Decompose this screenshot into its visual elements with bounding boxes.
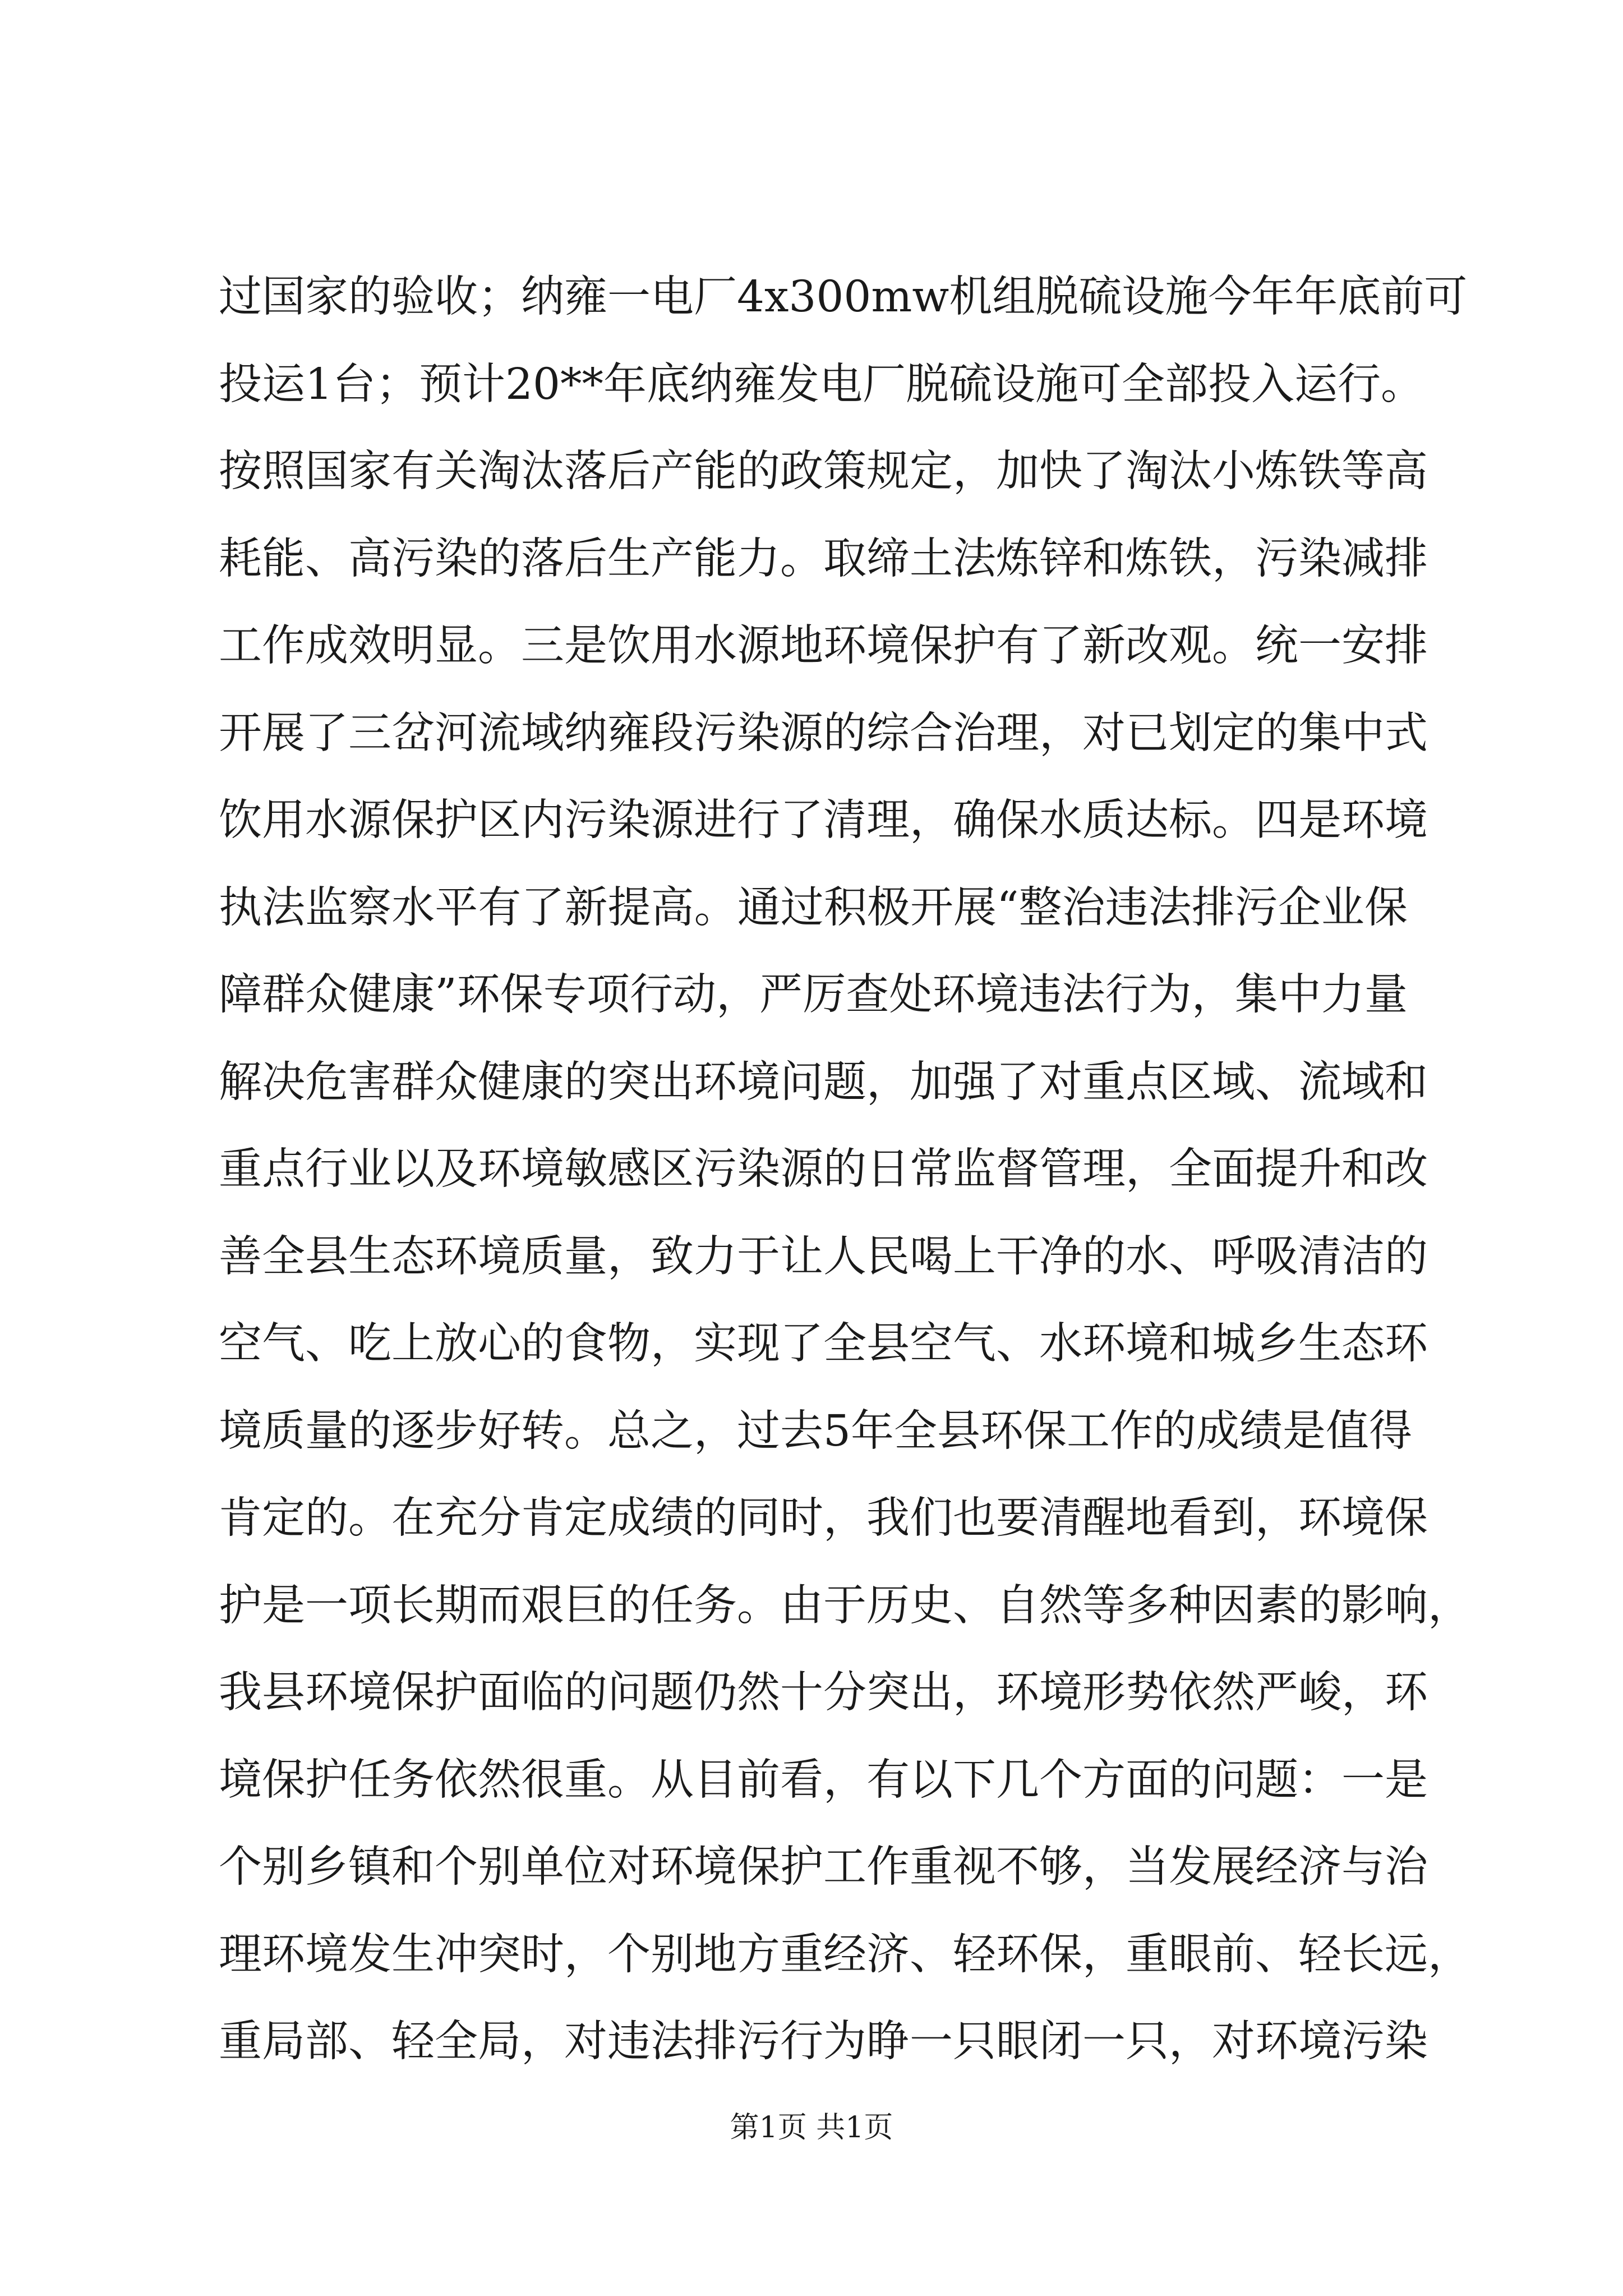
page-number-label: 第1页 共1页: [730, 2111, 893, 2145]
text-line: 我县环境保护面临的问题仍然十分突出，环境形势依然严峻，环: [219, 1668, 1428, 1718]
text-line: 空气、吃上放心的食物，实现了全县空气、水环境和城乡生态环: [219, 1319, 1428, 1369]
text-line: 解决危害群众健康的突出环境问题，加强了对重点区域、流域和: [219, 1057, 1428, 1107]
text-line: 境质量的逐步好转。总之，过去5年全县环保工作的成绩是值得: [219, 1406, 1412, 1456]
text-line: 理环境发生冲突时，个别地方重经济、轻环保，重眼前、轻长远，: [219, 1929, 1471, 1980]
text-line: 肯定的。在充分肯定成绩的同时，我们也要清醒地看到，环境保: [219, 1493, 1428, 1543]
page-footer: [0, 2108, 1623, 2147]
text-line: 境保护任务依然很重。从目前看，有以下几个方面的问题：一是: [219, 1755, 1428, 1805]
text-line: 护是一项长期而艰巨的任务。由于历史、自然等多种因素的影响，: [219, 1580, 1471, 1631]
text-line: 执法监察水平有了新提高。通过积极开展“整治违法排污企业保: [219, 882, 1408, 933]
text-line: 耗能、高污染的落后生产能力。取缔土法炼锌和炼铁，污染减排: [219, 533, 1428, 584]
text-line: 重局部、轻全局，对违法排污行为睁一只眼闭一只，对环境污染: [219, 2017, 1428, 2067]
text-line: 过国家的验收；纳雍一电厂4x300mw机组脱硫设施今年年底前可: [219, 272, 1468, 322]
text-line: 投运1台；预计20**年底纳雍发电厂脱硫设施可全部投入运行。: [219, 359, 1424, 409]
text-line: 善全县生态环境质量，致力于让人民喝上干净的水、呼吸清洁的: [219, 1231, 1428, 1282]
body-text: [219, 254, 1471, 2086]
text-line: 按照国家有关淘汰落后产能的政策规定，加快了淘汰小炼铁等高: [219, 447, 1428, 496]
text-line: 工作成效明显。三是饮用水源地环境保护有了新改观。统一安排: [219, 621, 1428, 671]
text-line: 重点行业以及环境敏感区污染源的日常监督管理，全面提升和改: [219, 1144, 1428, 1194]
text-line: 饮用水源保护区内污染源进行了清理，确保水质达标。四是环境: [219, 795, 1428, 845]
text-line: 障群众健康”环保专项行动，严厉查处环境违法行为，集中力量: [219, 970, 1408, 1020]
text-line: 个别乡镇和个别单位对环境保护工作重视不够，当发展经济与治: [219, 1842, 1428, 1892]
text-line: 开展了三岔河流域纳雍段污染源的综合治理，对已划定的集中式: [219, 708, 1428, 758]
